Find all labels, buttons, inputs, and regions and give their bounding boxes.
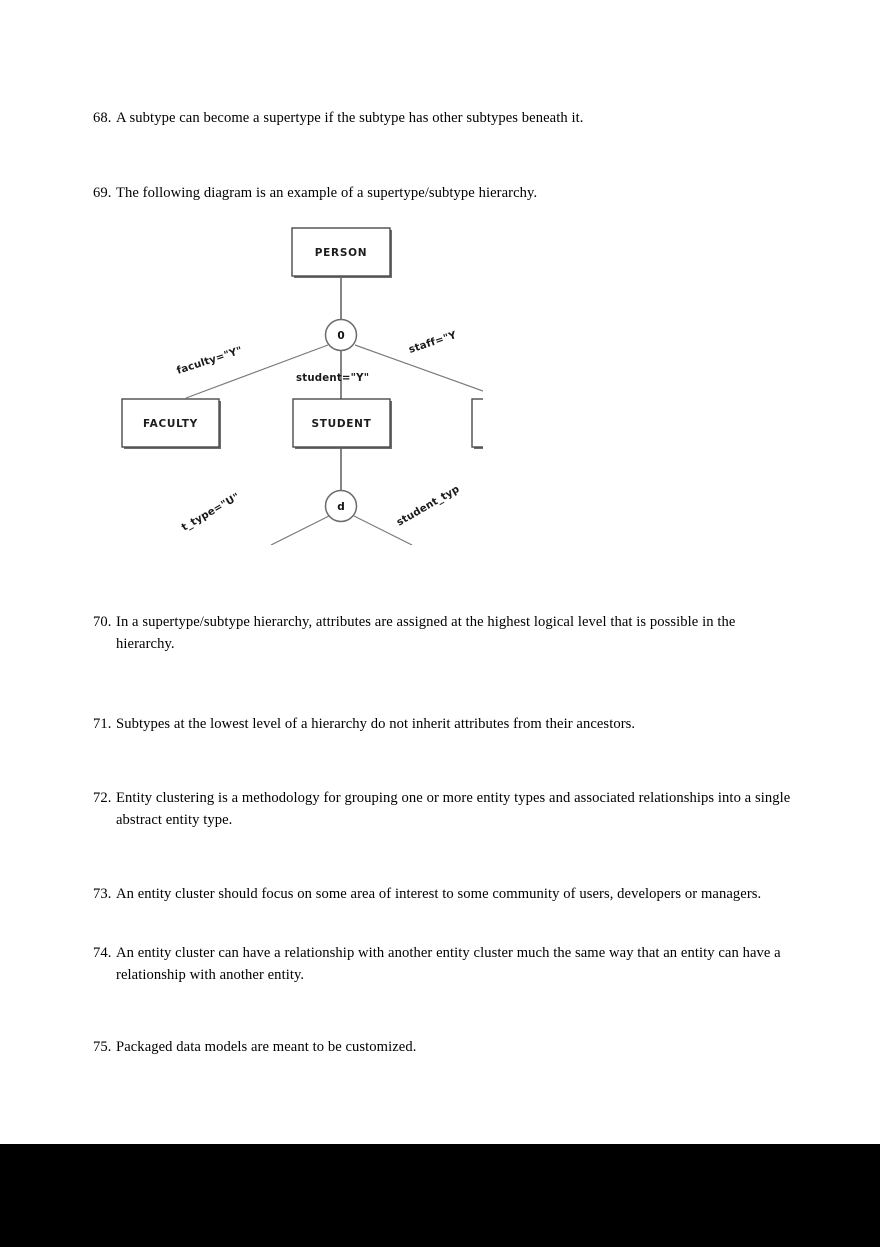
list-item (93, 183, 733, 205)
entity-faculty-label: FACULTY (143, 418, 198, 430)
list-item-text: The following diagram is an example of a supertype/subtype hierarchy. (116, 185, 538, 201)
edge-label-staff-condition: staff="Y (407, 330, 459, 356)
entity-faculty (122, 399, 221, 449)
list-item-text: A subtype can become a supertype if the subtype has other subtypes beneath it. (116, 110, 584, 126)
erd-hierarchy-figure (114, 219, 483, 545)
edge-label-faculty-condition: faculty="Y" (175, 345, 244, 377)
list-item-text: Subtypes at the lowest level of a hierarchy do not inherit attributes from their ancestors. (116, 716, 636, 732)
list-item (93, 1037, 793, 1059)
entity-student (293, 399, 392, 449)
list-item (93, 788, 808, 831)
entity-person-label: PERSON (314, 247, 368, 259)
subtype-discriminator-person-label: 0 (337, 330, 345, 342)
list-item-text: Entity clustering is a methodology for grouping one or more entity types and associated relationships into a single abstract entity type. (116, 790, 791, 828)
list-item-number: 75. (93, 1039, 112, 1055)
entity-staff-clipped (472, 399, 483, 449)
list-item-text: In a supertype/subtype hierarchy, attributes are assigned at the highest logical level that is possible in the hierarchy. (116, 614, 736, 652)
list-item-number: 71. (93, 716, 112, 732)
list-item (93, 108, 733, 130)
list-item-text: An entity cluster can have a relationship with another entity cluster much the same way that an entity can have a relationship with another entity. (116, 945, 781, 983)
subtype-discriminator-person (326, 320, 357, 351)
connector-d-to-undergraduate (271, 516, 329, 545)
subtype-discriminator-student (326, 491, 357, 522)
edge-label-student-type-u-condition: t_type="U" (180, 491, 242, 534)
list-item-number: 72. (93, 790, 112, 806)
list-item (93, 714, 793, 736)
list-item-text: An entity cluster should focus on some area of interest to some community of users, developers or managers. (116, 886, 762, 902)
entity-student-label: STUDENT (311, 418, 372, 430)
list-item (93, 943, 793, 986)
edge-label-student-condition: student="Y" (296, 373, 370, 384)
list-item-number: 69. (93, 185, 112, 201)
subtype-discriminator-student-label: d (337, 501, 345, 513)
entity-person (292, 228, 392, 278)
list-item (93, 884, 818, 906)
list-item-number: 70. (93, 614, 112, 630)
list-item-text: Packaged data models are meant to be customized. (116, 1039, 417, 1055)
edge-label-student-type-g-condition: student_typ (395, 483, 462, 529)
list-item-number: 68. (93, 110, 112, 126)
connector-discriminator-to-faculty (186, 345, 328, 398)
bottom-black-band (0, 1144, 880, 1247)
list-item-number: 73. (93, 886, 112, 902)
list-item-number: 74. (93, 945, 112, 961)
list-item (93, 612, 793, 655)
